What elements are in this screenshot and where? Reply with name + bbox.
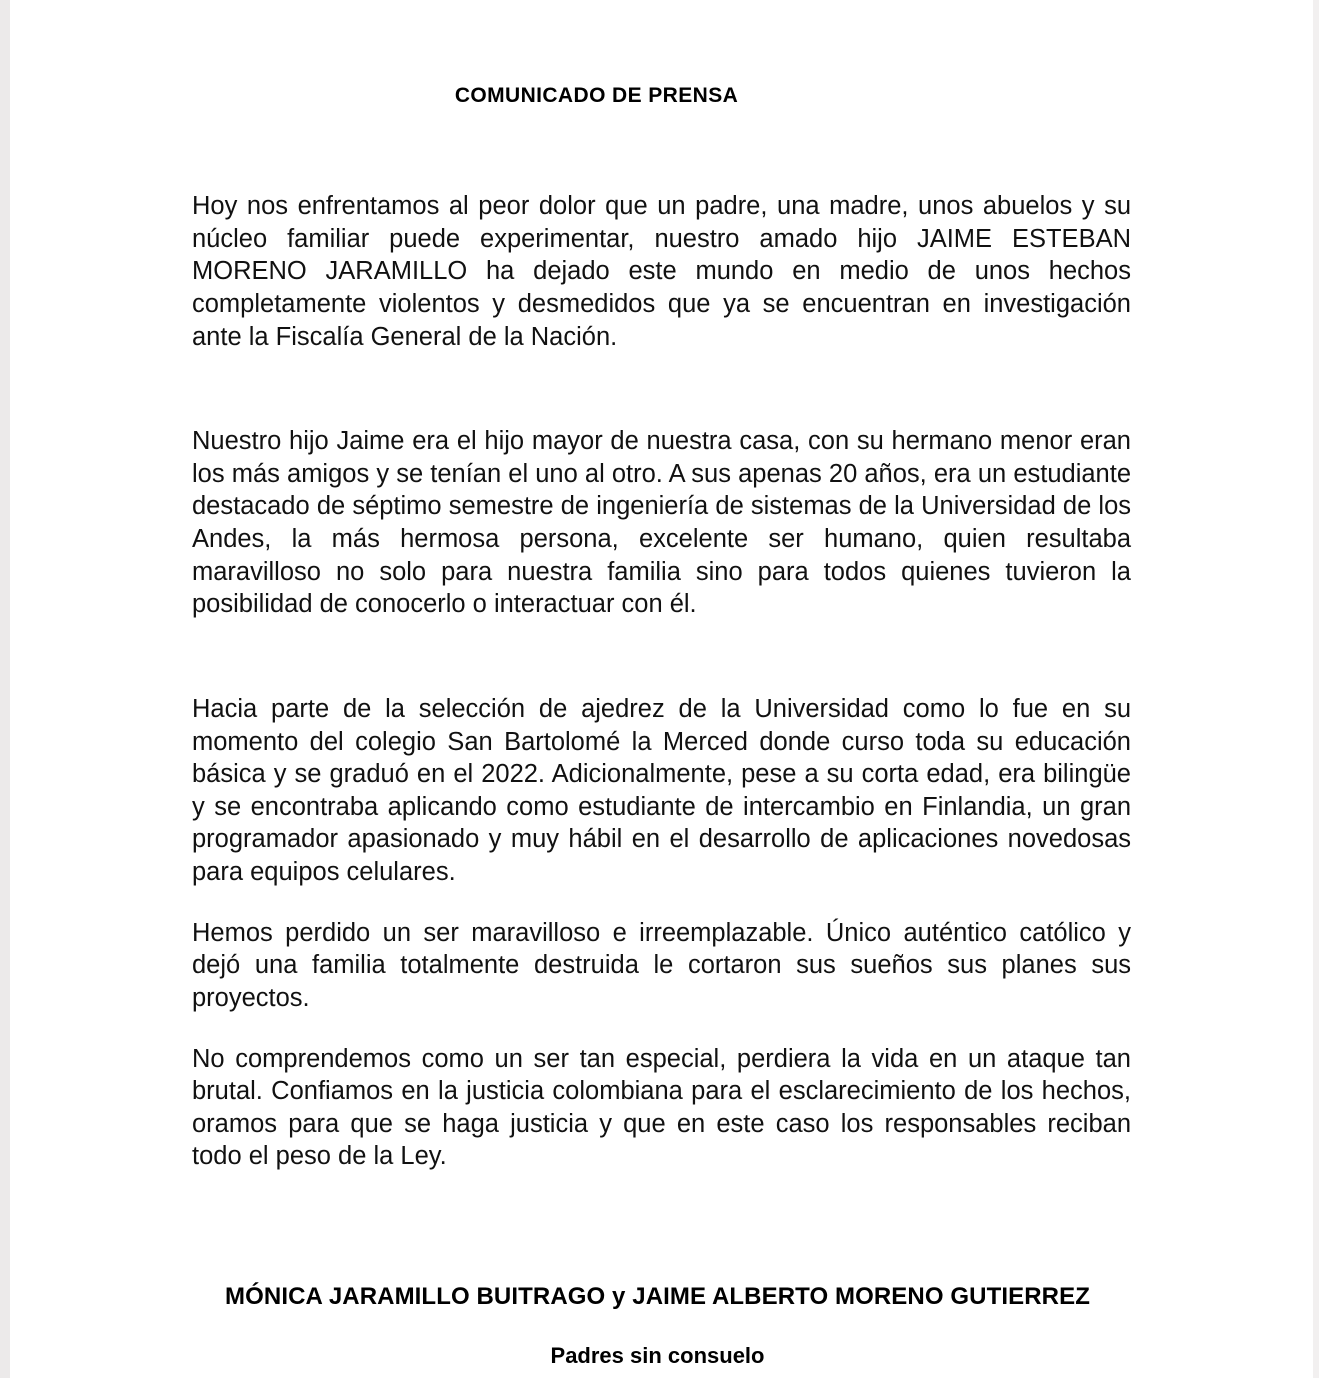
paragraph-2: Nuestro hijo Jaime era el hijo mayor de nuestra casa, con su hermano menor eran los más amigos y se tenían el uno al otro. A sus apenas 20 años, era un estudiante destacado de séptimo semestre de ingeniería de sistemas de la Universidad de los Andes, la más hermosa persona, excelente ser humano, quien resultaba maravilloso no solo para nuestra familia sino para todos quienes tuvieron la posibilidad de conocerlo o interactuar con él. bbox=[192, 427, 1131, 619]
signature-block bbox=[192, 1283, 1131, 1369]
signature-names: MÓNICA JARAMILLO BUITRAGO y JAIME ALBERTO MORENO GUTIERREZ bbox=[225, 1283, 1090, 1310]
signature-role: Padres sin consuelo bbox=[550, 1343, 765, 1368]
paragraph-1: Hoy nos enfrentamos al peor dolor que un padre, una madre, unos abuelos y su núcleo familiar puede experimentar, nuestro amado hijo JAIME ESTEBAN MORENO JARAMILLO ha dejado este mundo en medio de unos hechos completamente violentos y desmedidos que ya se encuentran en investigación ante la Fiscalía General de la Nación. bbox=[192, 192, 1131, 351]
page-title: COMUNICADO DE PRENSA bbox=[454, 84, 739, 107]
paragraph-3: Hacia parte de la selección de ajedrez de la Universidad como lo fue en su momento del colegio San Bartolomé la Merced donde curso toda su educación básica y se graduó en el 2022. Adicionalmente, pese a su corta edad, era bilingüe y se encontraba aplicando como estudiante de intercambio en Finlandia, un gran programador apasionado y muy hábil en el desarrollo de aplicaciones novedosas para equipos celulares. bbox=[192, 694, 1131, 886]
paragraph-4: Hemos perdido un ser maravilloso e irreemplazable. Único auténtico católico y dejó una familia totalmente destruida le cortaron sus sueños sus planes sus proyectos. bbox=[192, 918, 1131, 1012]
paragraph-5: No comprendemos como un ser tan especial, perdiera la vida en un ataque tan brutal. Confiamos en la justicia colombiana para el esclarecimiento de los hechos, oramos para que se haga justicia y que en este caso los responsables reciban todo el peso de la Ley. bbox=[192, 1044, 1131, 1171]
